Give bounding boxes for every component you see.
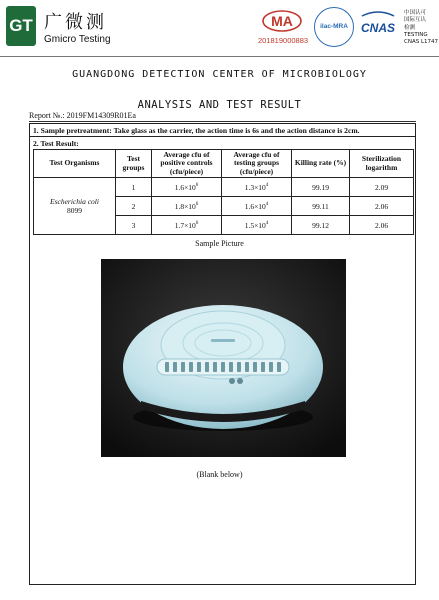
- cnas-side-line: 国际互认: [404, 17, 427, 24]
- brand-name-cn: 广微测: [44, 12, 107, 33]
- blank-below-note: (Blank below): [196, 470, 243, 479]
- testing-cell: $1.6\times 10^4$: [222, 197, 292, 216]
- cnas-accreditation-text: [404, 10, 438, 46]
- cnas-logo-text: CNAS: [360, 21, 396, 35]
- report-divider: [29, 121, 416, 122]
- cnas-side-line: CNAS L1747: [404, 39, 439, 46]
- organism-strain: 8099: [67, 206, 82, 215]
- col-header-killing: Killing rate (%): [292, 150, 350, 178]
- report-title: ANALYSIS AND TEST RESULT: [137, 99, 302, 111]
- center-title: GUANGDONG DETECTION CENTER OF MICROBIOLOGY: [72, 69, 367, 80]
- col-header-groups: Test groups: [116, 150, 152, 178]
- col-header-organisms: Test Organisms: [34, 150, 116, 178]
- brand-name-en: Gmicro Testing: [44, 34, 111, 45]
- table-header-row: [34, 150, 414, 178]
- killing-cell: 99.12: [292, 216, 350, 235]
- cma-logo-icon: [262, 10, 302, 32]
- sample-picture-caption: Sample Picture: [195, 239, 244, 248]
- pretreatment-text: 1. Sample pretreatment: Take glass as the carrier, the action time is 6s and the action distance is 2cm.: [33, 126, 360, 135]
- testing-cell: $1.3\times 10^4$: [222, 178, 292, 197]
- group-cell: 3: [116, 216, 152, 235]
- col-header-positive: Average cfu of positive controls (cfu/piece): [152, 150, 222, 178]
- company-logo: GT: [6, 6, 36, 46]
- log-cell: 2.06: [350, 197, 414, 216]
- cma-number: 201819000883: [258, 36, 309, 45]
- col-header-log: Sterilization logarithm: [350, 150, 414, 178]
- positive-cell: $1.8\times 10^6$: [152, 197, 222, 216]
- group-cell: 2: [116, 197, 152, 216]
- col-header-testing: Average cfu of testing groups (cfu/piece): [222, 150, 292, 178]
- log-cell: 2.06: [350, 216, 414, 235]
- group-cell: 1: [116, 178, 152, 197]
- result-table: [33, 149, 414, 235]
- positive-cell: $1.6\times 10^6$: [152, 178, 222, 197]
- report-number: Report №.: 2019FM14309R01Ea: [29, 111, 136, 120]
- cnas-side-line: 中国认可: [404, 10, 427, 16]
- organism-name: Escherichia coli: [50, 197, 99, 206]
- organism-cell: [34, 178, 116, 235]
- cnas-side-line: 检测: [404, 24, 416, 31]
- test-result-label: 2. Test Result:: [33, 139, 79, 148]
- section-divider: [29, 136, 416, 137]
- testing-cell: $1.5\times 10^4$: [222, 216, 292, 235]
- ilac-mra-logo-icon: ilac-MRA: [314, 7, 354, 47]
- killing-cell: 99.11: [292, 197, 350, 216]
- cnas-logo-icon: [358, 10, 398, 40]
- positive-cell: $1.7\times 10^6$: [152, 216, 222, 235]
- table-row: [34, 178, 414, 197]
- cnas-side-line: TESTING: [404, 31, 428, 38]
- header-divider: [0, 56, 439, 57]
- killing-cell: 99.19: [292, 178, 350, 197]
- sample-photo: [101, 259, 346, 457]
- log-cell: 2.09: [350, 178, 414, 197]
- cma-logo-text: MA: [271, 13, 293, 29]
